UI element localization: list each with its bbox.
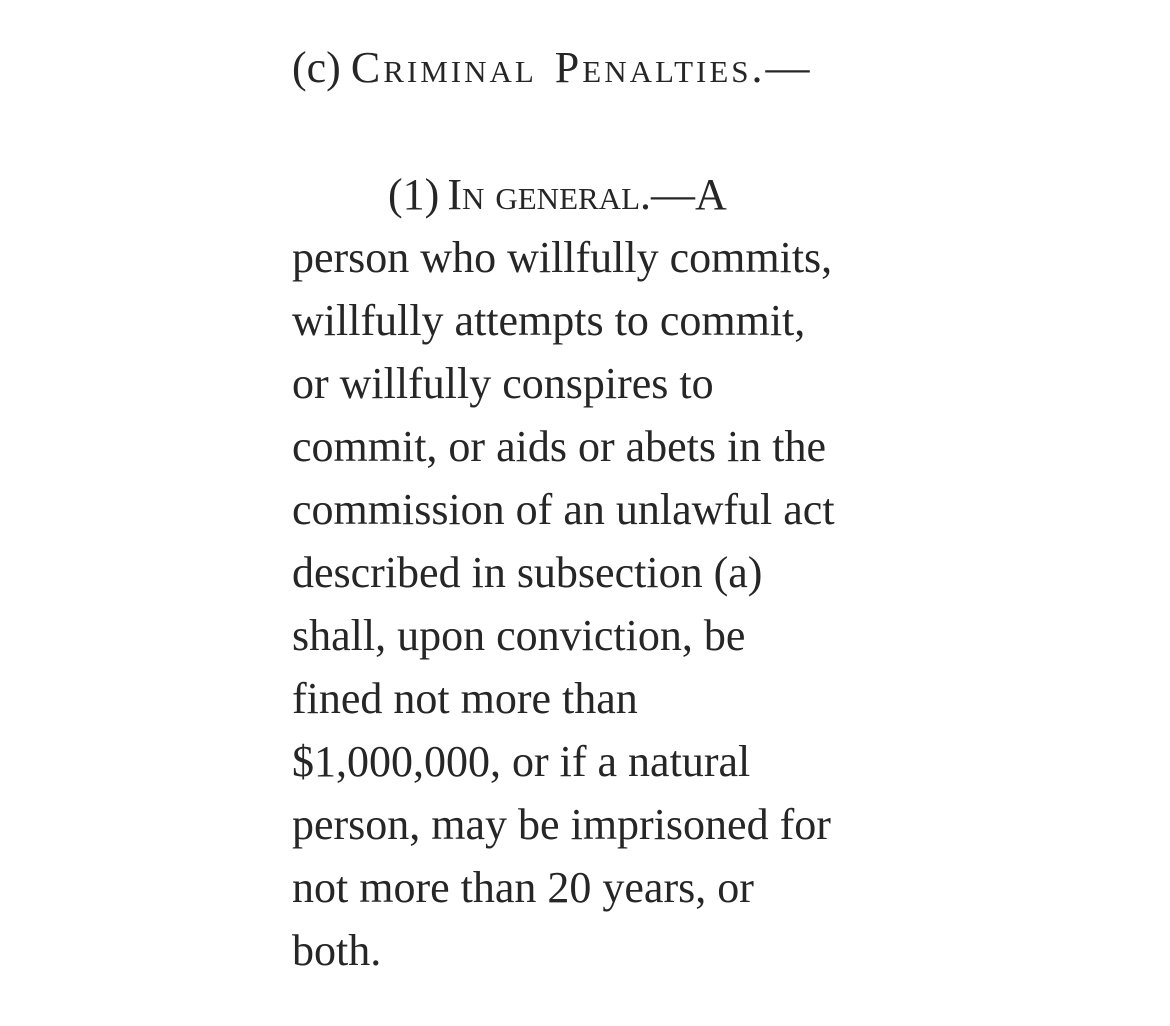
paragraph-marker: (1) [388, 170, 440, 219]
paragraph-text-line-2: willfully attempts to commit, [292, 296, 806, 345]
paragraph-text-line-7: shall, upon conviction, be [292, 611, 746, 660]
paragraph-first-line [292, 163, 902, 226]
paragraph-text-line-9: $1,000,000, or if a natural [292, 737, 751, 786]
paragraph-title: In general.— [447, 170, 695, 219]
paragraph-text-line-3: or willfully conspires to [292, 359, 714, 408]
subsection-marker: (c) [292, 43, 341, 92]
paragraph-text-line-8: fined not more than [292, 674, 638, 723]
subsection-title-word-2: Penalties.— [554, 43, 813, 92]
paragraph-text-line-10: person, may be imprisoned for [292, 800, 831, 849]
paragraph-in-general [292, 163, 902, 982]
paragraph-text-line-4: commit, or aids or abets in the [292, 422, 826, 471]
paragraph-text-line-0: A [695, 170, 727, 219]
subsection-title-word-1: Criminal [350, 43, 537, 92]
paragraph-text-line-6: described in subsection (a) [292, 548, 763, 597]
paragraph-text-line-12: both. [292, 926, 382, 975]
paragraph-text-line-11: not more than 20 years, or [292, 863, 754, 912]
subsection-heading [292, 38, 813, 98]
paragraph-text-line-1: person who willfully commits, [292, 233, 833, 282]
paragraph-text-line-5: commission of an unlawful act [292, 485, 835, 534]
